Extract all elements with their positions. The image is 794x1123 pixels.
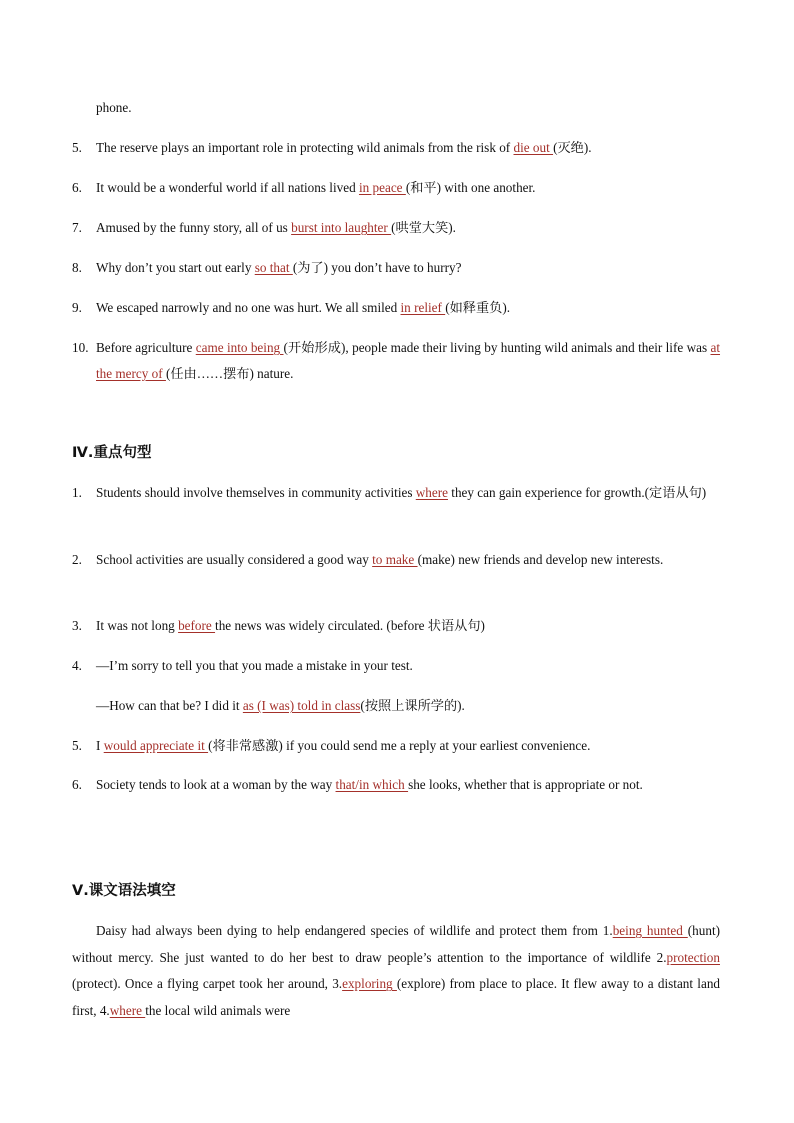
answer-blank: at the mercy of [96,340,721,381]
item-text: The reserve plays an important role in protecting wild animals from the risk of die out (灭绝). [96,140,592,155]
answer-blank: to make [372,552,418,567]
item-number: 10. [72,340,89,355]
item-text: —How can that be? I did it as (I was) told in class(按照上课所学的). [96,698,465,713]
answer-blank: burst into laughter [291,220,392,235]
answer-blank: where [415,485,448,500]
answer-blank-1: being hunted [612,923,688,938]
passage-paragraph: Daisy had always been dying to help endangered species of wildlife and protect them from 1.being hunted (hunt) without mercy. She just wanted to do her best to draw people’s attention to the importance of wildlife 2.protection (protect). Once a flying carpet took her around, 3.exploring (explore) from place to place. It flew away to a distant land first, 4.where the local wild animals were [72,923,721,1018]
item-number: 4. [72,658,82,673]
answer-blank: so that [254,260,293,275]
item-text: Why don’t you start out early so that (为了) you don’t have to hurry? [96,260,462,275]
item-number: 5. [72,738,82,753]
item-text: It would be a wonderful world if all nations lived in peace (和平) with one another. [96,180,536,195]
answer-blank-3: exploring [342,976,397,992]
answer-blank: as (I was) told in class [242,698,361,713]
item-number: 8. [72,260,82,275]
item-number: 5. [72,140,82,155]
answer-blank-4: where [109,1002,146,1018]
item-text: Amused by the funny story, all of us burst into laughter (哄堂大笑). [96,220,456,235]
item-text: We escaped narrowly and no one was hurt. We all smiled in relief (如释重负). [96,300,511,315]
answer-blank: die out [513,140,554,155]
item-text: Before agriculture came into being (开始形成), people made their living by hunting wild animals and their life was at the mercy of (任由……摆布) nature. [96,340,721,381]
answer-blank: in peace [358,180,406,195]
section-heading: Ⅳ.重点句型 [72,445,152,461]
item-number: 2. [72,552,82,567]
item-number: 7. [72,220,82,235]
item-number: 6. [72,777,82,792]
item-text: —I’m sorry to tell you that you made a mistake in your test. [96,658,413,673]
answer-blank-2: protection [666,949,720,965]
item-text: I would appreciate it (将非常感激) if you could send me a reply at your earliest convenience. [96,738,591,753]
answer-blank: would appreciate it [103,738,209,753]
answer-blank: before [178,618,216,633]
section-heading: Ⅴ.课文语法填空 [72,883,176,899]
item-text: Society tends to look at a woman by the way that/in which she looks, whether that is appropriate or not. [96,777,643,792]
item-number: 9. [72,300,82,315]
item-number: 6. [72,180,82,195]
item-text: School activities are usually considered a good way to make (make) new friends and develop new interests. [96,552,664,567]
continued-text: phone. [96,100,132,115]
answer-blank: came into being [195,340,284,355]
answer-blank: in relief [400,300,446,315]
item-number: 3. [72,618,82,633]
item-number: 1. [72,485,82,500]
item-text: It was not long before the news was widely circulated. (before 状语从句) [96,618,485,633]
answer-blank: that/in which [335,777,409,792]
item-text: Students should involve themselves in community activities where they can gain experience for growth.(定语从句) [96,485,707,500]
